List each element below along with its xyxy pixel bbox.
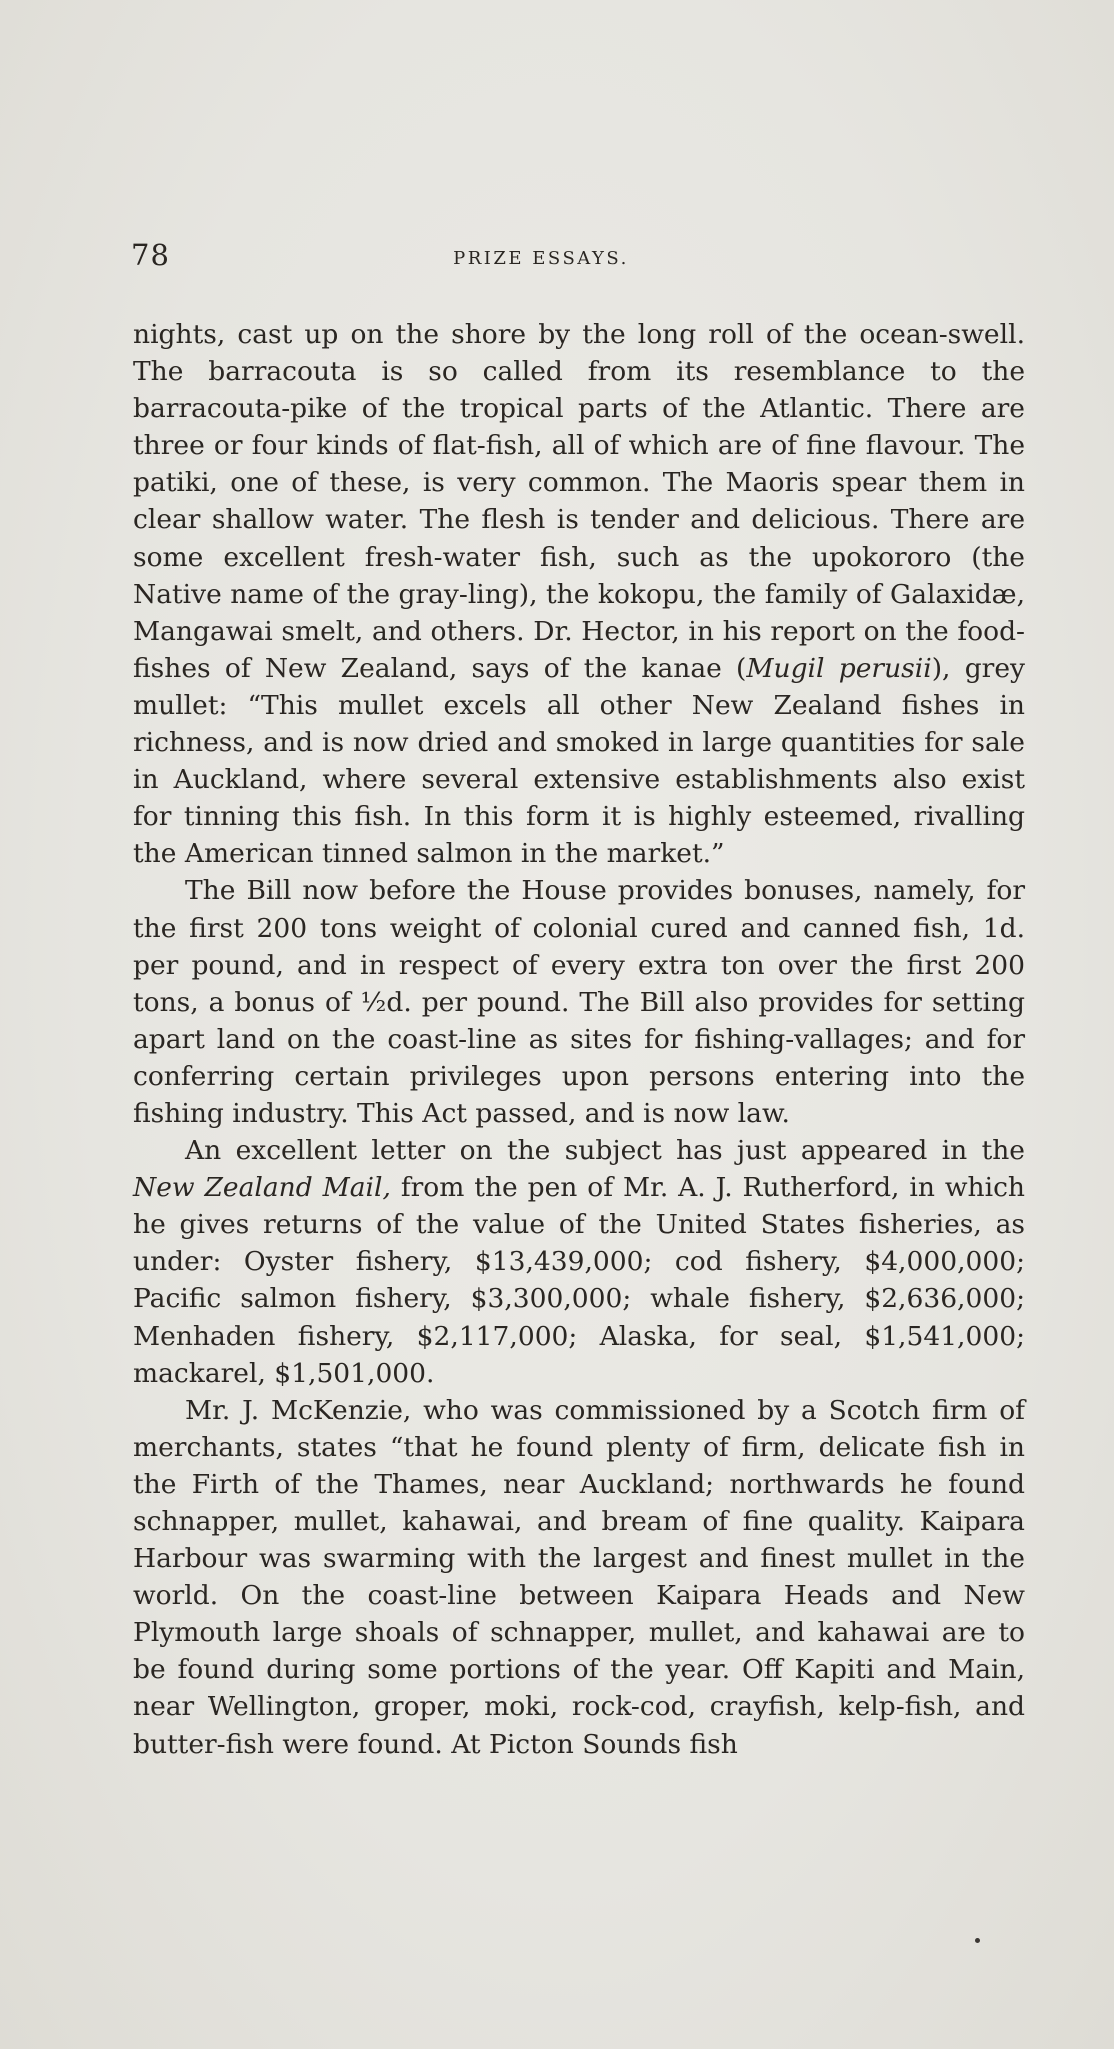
text-run: The Bill now before the House provides bonuses, namely, for the first 200 tons weight of colonial cured and canned fish, 1d. per pound, and in respect of every extra ton over the first 200 tons, a bonus of ½d. per pound. The Bill also provides for setting apart land on the coast-line as sites for fishing-vallages; and for conferring certain privileges upon persons entering into the fishing industry. This Act passed, and is now law. — [133, 875, 1025, 1129]
paper-speck — [975, 1938, 980, 1943]
paragraph — [133, 872, 1025, 1132]
italic-text: New Zealand Mail, — [133, 1172, 391, 1204]
text-run: from the pen of Mr. A. J. Rutherford, in which he gives returns of the value of the United States fisheries, as under: Oyster fishery, $13,439,000; cod fishery, $4,000,000; Pacific salmon fishery, $3,300,000; whale fishery, $2,636,000; Menhaden fishery, $2,117,000; Alaska, for seal, $1,541,000; mackarel, $1,501,000. — [133, 1172, 1025, 1389]
running-head: PRIZE ESSAYS. — [453, 248, 629, 269]
paragraph — [133, 1392, 1025, 1763]
text-run: Mr. J. McKenzie, who was commissioned by a Scotch firm of merchants, states “that he found plenty of firm, delicate fish in the Firth of the Thames, near Auckland; northwards he found schnapper, mullet, kahawai, and bream of fine quality. Kaipara Harbour was swarming with the largest and finest mullet in the world. On the coast-line between Kaipara Heads and New Plymouth large shoals of schnapper, mullet, and kahawai are to be found during some portions of the year. Off Kapiti and Main, near Wellington, groper, moki, rock-cod, crayfish, kelp-fish, and butter-fish were found. At Picton Sounds fish — [133, 1394, 1025, 1760]
page-header — [131, 238, 1033, 278]
text-run: ), grey mullet: “This mullet excels all other New Zealand fishes in richness, and is now dried and smoked in large quantities for sale in Auckland, where several extensive establishments also exist for tinning this fish. In this form it is highly esteemed, rivalling the American tinned salmon in the market.” — [133, 652, 1025, 870]
italic-text: Mugil perusii — [746, 652, 932, 684]
page-number: 78 — [131, 238, 170, 272]
paragraph — [133, 1132, 1025, 1392]
paragraph — [133, 316, 1025, 872]
body-text — [133, 316, 1025, 1763]
text-run: nights, cast up on the shore by the long roll of the ocean-swell. The barracouta is so called from its resemblance to the barracouta-pike of the tropical parts of the Atlantic. There are three or four kinds of flat-fish, all of which are of fine flavour. The patiki, one of these, is very common. The Maoris spear them in clear shallow water. The flesh is tender and delicious. There are some excellent fresh-water fish, such as the upokororo (the Native name of the gray-ling), the kokopu, the family of Galaxidæ, Mangawai smelt, and others. Dr. Hector, in his report on the food-fishes of New Zealand, says of the kanae ( — [133, 319, 1025, 684]
text-run: An excellent letter on the subject has just appeared in the — [185, 1135, 1025, 1167]
